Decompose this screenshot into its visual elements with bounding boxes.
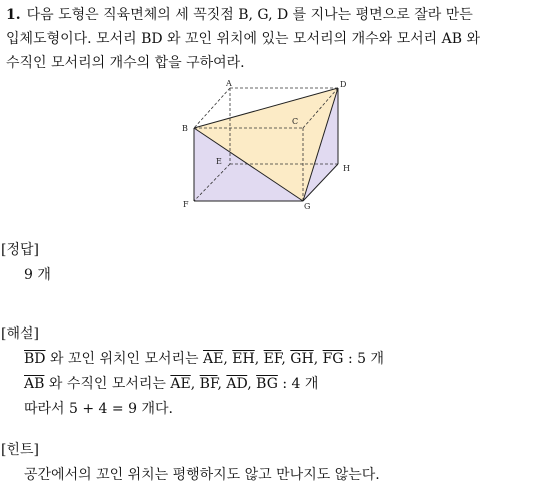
- explanation-line-2: $\overline{AB}$ 와 수직인 모서리는 $\overline{AE}$, $\overline{BF}$, $\overline{AD}$, $\overline{BG}$ : 4 개: [24, 376, 319, 392]
- label-e: E: [216, 157, 222, 166]
- label-h: H: [343, 164, 350, 173]
- label-a: A: [226, 79, 232, 88]
- label-g: G: [304, 202, 311, 211]
- cuboid-figure: [170, 78, 370, 213]
- answer-header: [정답]: [1, 242, 39, 258]
- question-line-3: 수직인 모서리의 개수의 합을 구하여라.: [6, 55, 245, 71]
- question-line-2: 입체도형이다. 모서리 BD 와 꼬인 위치에 있는 모서리의 개수와 모서리 AB 와: [6, 31, 480, 47]
- label-b: B: [182, 124, 188, 133]
- label-f: F: [183, 200, 189, 209]
- question-line-1: 1. 다음 도형은 직육면체의 세 꼭짓점 B, G, D 를 지나는 평면으로 잘라 만든: [6, 7, 473, 23]
- hint-header: [힌트]: [1, 442, 39, 458]
- explanation-header: [해설]: [1, 326, 39, 342]
- explanation-line-1: $\overline{BD}$ 와 꼬인 위치인 모서리는 $\overline{AE}$, $\overline{EH}$, $\overline{EF}$, $\overline{GH}$, $\overline{FG}$ : 5 개: [24, 351, 384, 367]
- answer-value: 9 개: [24, 267, 51, 283]
- explanation-line-3: 따라서 5 + 4 = 9 개다.: [24, 401, 173, 417]
- hint-text: 공간에서의 꼬인 위치는 평행하지도 않고 만나지도 않는다.: [24, 467, 380, 483]
- label-c: C: [292, 117, 299, 126]
- question-number: 1.: [6, 7, 21, 23]
- question-block: [6, 3, 534, 75]
- label-d: D: [340, 80, 347, 89]
